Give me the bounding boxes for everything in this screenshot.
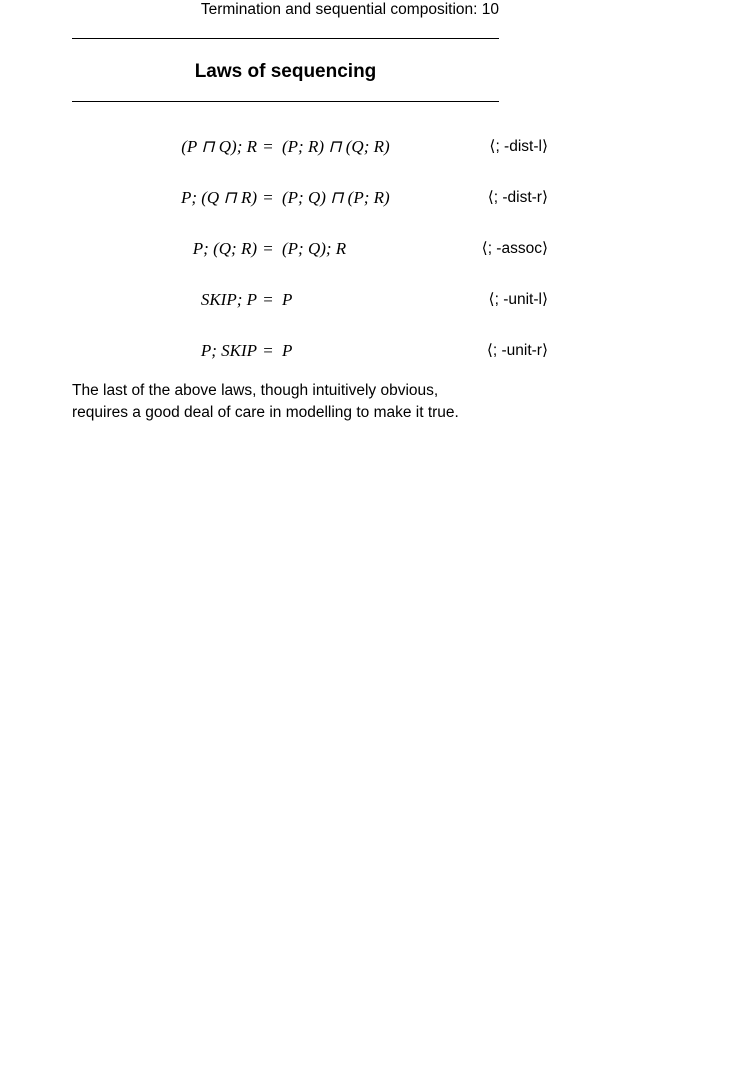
law-lhs: P; SKIP — [200, 341, 257, 360]
law-assoc — [0, 237, 754, 261]
law-equals: = — [263, 188, 273, 207]
law-equals: = — [263, 137, 273, 156]
paragraph-line: requires a good deal of care in modelling to make it true. — [72, 404, 459, 421]
law-equals: = — [263, 290, 273, 309]
law-rhs: P — [282, 341, 293, 360]
law-rhs: P — [282, 290, 293, 309]
law-dist-l — [0, 135, 754, 159]
law-name: ⟨; -dist-l⟩ — [489, 138, 548, 155]
law-lhs: (P ⊓ Q); R — [181, 137, 257, 156]
law-unit-r — [0, 339, 754, 363]
law-name: ⟨; -unit-r⟩ — [486, 342, 548, 359]
law-name: ⟨; -assoc⟩ — [481, 240, 548, 257]
law-rhs: (P; R) ⊓ (Q; R) — [282, 137, 390, 156]
law-lhs: SKIP; P — [200, 290, 257, 309]
explanatory-paragraph — [72, 380, 522, 424]
law-name: ⟨; -dist-r⟩ — [487, 189, 548, 206]
law-lhs: P; (Q ⊓ R) — [180, 188, 257, 207]
top-rule — [72, 38, 499, 39]
law-rhs: (P; Q) ⊓ (P; R) — [282, 188, 390, 207]
law-equals: = — [263, 341, 273, 360]
law-equals: = — [263, 239, 273, 258]
law-unit-l — [0, 288, 754, 312]
bottom-rule — [72, 101, 499, 102]
page-header: Termination and sequential composition: 10 — [200, 1, 499, 18]
law-rhs: (P; Q); R — [282, 239, 347, 258]
law-lhs: P; (Q; R) — [192, 239, 257, 258]
law-dist-r — [0, 186, 754, 210]
law-name: ⟨; -unit-l⟩ — [488, 291, 548, 308]
paragraph-line: The last of the above laws, though intuitively obvious, — [72, 382, 439, 399]
slide-title: Laws of sequencing — [194, 61, 377, 82]
